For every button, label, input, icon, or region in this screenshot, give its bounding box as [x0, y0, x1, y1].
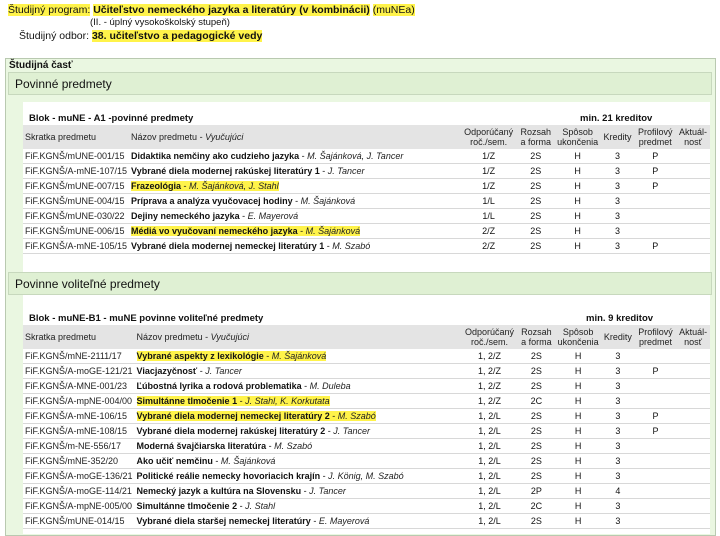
section-elective: Povinne voliteľné predmety [8, 272, 712, 295]
course-teachers: J. Tancer [327, 165, 365, 176]
course-code: FiF.KGNŠ/A-mNE-108/15 [23, 424, 135, 439]
course-name-cell [135, 424, 462, 439]
course-recommended: 1, 2/L [461, 469, 517, 484]
section-mandatory: Povinné predmety [8, 72, 712, 95]
table-row[interactable] [23, 439, 710, 454]
course-name-wrap: Vybrané diela modernej rakúskej literatúry 1 - J. Tancer [131, 165, 365, 176]
course-recommended: 1/L [460, 209, 517, 224]
col-name-label: Názov predmetu [136, 332, 203, 342]
course-code: FiF.KGNŠ/mNE-2111/17 [23, 349, 135, 364]
course-name[interactable]: Vybrané diela modernej nemeckej literatúry 1 [131, 240, 325, 251]
course-code: FiF.KGNŠ/A-moGE-136/21 [23, 469, 135, 484]
course-name[interactable]: Príprava a analýza vyučovacej hodiny [131, 195, 293, 206]
course-name-wrap: Moderná švajčiarska literatúra - M. Szabó [136, 440, 313, 451]
course-credits: 3 [601, 514, 635, 529]
course-scope: 2C [518, 394, 556, 409]
block-title-elective: Blok - muNE-B1 - muNE povinne voliteľné predmety [29, 313, 264, 324]
table-row[interactable] [23, 224, 710, 239]
course-recommended: 2/Z [460, 239, 517, 254]
course-name[interactable]: Simultánne tlmočenie 2 [136, 500, 238, 511]
degree-line: (II. - úplný vysokoškolský stupeň) [90, 17, 230, 28]
table-row[interactable] [23, 239, 710, 254]
course-name-wrap: Vybrané diela modernej rakúskej literatúry 2 - J. Tancer [136, 425, 370, 436]
course-profile: P [634, 149, 676, 164]
table-row[interactable] [23, 484, 710, 499]
col-name: Názov predmetu - Vyučujúci [135, 325, 462, 349]
course-current [676, 239, 710, 254]
course-teachers: J. Tancer [309, 485, 346, 496]
course-name-cell [129, 239, 460, 254]
course-completion: H [555, 394, 601, 409]
course-code: FiF.KGNŠ/A-MNE-001/23 [23, 379, 135, 394]
course-credits: 3 [601, 239, 635, 254]
course-profile [635, 454, 677, 469]
course-profile [635, 349, 677, 364]
table-row[interactable] [23, 499, 710, 514]
course-credits: 3 [601, 209, 635, 224]
course-current [676, 439, 710, 454]
study-part-panel [5, 58, 716, 536]
course-name-cell [129, 224, 460, 239]
course-credits: 3 [601, 179, 635, 194]
program-label: Študijný program: [8, 4, 91, 16]
course-teachers: J. Tancer [333, 425, 370, 436]
course-name-wrap: Ľúbostná lyrika a rodová problematika - M. Duleba [136, 380, 351, 391]
table-row[interactable] [23, 149, 710, 164]
col-recommended: Odporúčaný roč./sem. [461, 325, 517, 349]
col-profile: Profilový predmet [634, 125, 676, 149]
course-code: FiF.KGNŠ/mUNE-006/15 [23, 224, 129, 239]
block-min-mandatory: min. 21 kreditov [580, 113, 653, 124]
course-profile [635, 484, 677, 499]
course-name[interactable]: Vybrané diela modernej nemeckej literatúry 2 [136, 410, 330, 421]
course-current [676, 469, 710, 484]
table-row[interactable] [23, 469, 710, 484]
course-name[interactable]: Vybrané diela staršej nemeckej literatúry [136, 515, 311, 526]
table-row[interactable] [23, 394, 710, 409]
course-completion: H [555, 469, 601, 484]
course-profile [635, 379, 677, 394]
course-credits: 3 [601, 499, 635, 514]
course-recommended: 2/Z [460, 224, 517, 239]
course-current [676, 499, 710, 514]
course-name-wrap: Médiá vo vyučovaní nemeckého jazyka - M. Šajánková [131, 225, 361, 236]
field-label: Študijný odbor: [19, 30, 90, 42]
course-profile [635, 499, 677, 514]
course-current [676, 179, 710, 194]
course-profile [635, 514, 677, 529]
course-credits: 3 [601, 394, 635, 409]
table-row[interactable] [23, 179, 710, 194]
course-scope: 2S [518, 454, 556, 469]
course-completion: H [555, 379, 601, 394]
course-scope: 2S [518, 439, 556, 454]
table-row[interactable] [23, 209, 710, 224]
course-name[interactable]: Vybrané diela modernej rakúskej literatúry 1 [131, 165, 320, 176]
course-name[interactable]: Vybrané aspekty z lexikológie [136, 350, 264, 361]
course-teachers: M. Šajánková [220, 455, 276, 466]
course-name-wrap: Frazeológia - M. Šajánková, J. Stahl [131, 180, 279, 191]
col-scope: Rozsah a forma [517, 125, 555, 149]
course-name[interactable]: Nemecký jazyk a kultúra na Slovensku [136, 485, 302, 496]
course-name-cell [135, 454, 462, 469]
course-name[interactable]: Vybrané diela modernej rakúskej literatúry 2 [136, 425, 326, 436]
course-name-wrap: Simultánne tlmočenie 1 - J. Stahl, K. Korkutata [136, 395, 330, 406]
course-current [676, 394, 710, 409]
course-profile [634, 224, 676, 239]
table-elective [23, 325, 710, 529]
course-completion: H [555, 484, 601, 499]
col-name-label: Názov predmetu [131, 132, 198, 142]
course-name-cell [129, 149, 460, 164]
course-scope: 2S [518, 409, 556, 424]
course-name-cell [135, 484, 462, 499]
course-name[interactable]: Dejiny nemeckého jazyka [131, 210, 240, 221]
course-scope: 2S [517, 164, 555, 179]
block-title-mandatory: Blok - muNE - A1 -povinné predmety [29, 113, 194, 124]
course-completion: H [555, 514, 601, 529]
program-value: Učiteľstvo nemeckého jazyka a literatúry (v kombinácii) [93, 4, 370, 16]
course-current [676, 484, 710, 499]
course-name[interactable]: Frazeológia [131, 180, 182, 191]
course-name-wrap: Politické reálie nemecky hovoriacich krajín - J. König, M. Szabó [136, 470, 404, 481]
course-teachers: M. Šajánková [300, 195, 356, 206]
course-teachers: M. Šajánková [271, 350, 327, 361]
course-completion: H [555, 179, 601, 194]
course-credits: 4 [601, 484, 635, 499]
table-row[interactable] [23, 454, 710, 469]
col-completion: Spôsob ukončenia [555, 125, 601, 149]
table-header [23, 325, 710, 349]
course-credits: 3 [601, 424, 635, 439]
course-completion: H [555, 239, 601, 254]
course-scope: 2S [518, 379, 556, 394]
table-row[interactable] [23, 349, 710, 364]
course-code: FiF.KGNŠ/A-mNE-106/15 [23, 409, 135, 424]
course-code: FiF.KGNŠ/A-mpNE-005/00 [23, 499, 135, 514]
course-name-cell [135, 514, 462, 529]
col-code: Skratka predmetu [23, 325, 135, 349]
course-name-cell [129, 194, 460, 209]
col-completion: Spôsob ukončenia [555, 325, 601, 349]
course-scope: 2S [517, 239, 555, 254]
course-profile: P [634, 164, 676, 179]
course-completion: H [555, 209, 601, 224]
course-name[interactable]: Viacjazyčnosť [136, 365, 198, 376]
course-recommended: 1/Z [460, 164, 517, 179]
course-credits: 3 [601, 194, 635, 209]
course-scope: 2C [518, 499, 556, 514]
course-completion: H [555, 224, 601, 239]
course-teachers: M. Szabó [274, 440, 313, 451]
course-scope: 2S [518, 349, 556, 364]
course-profile [635, 469, 677, 484]
course-completion: H [555, 499, 601, 514]
course-recommended: 1, 2/L [461, 424, 517, 439]
course-completion: H [555, 149, 601, 164]
course-completion: H [555, 424, 601, 439]
course-code: FiF.KGNŠ/mUNE-001/15 [23, 149, 129, 164]
course-scope: 2S [518, 469, 556, 484]
course-current [676, 379, 710, 394]
course-profile [634, 194, 676, 209]
course-name-wrap: Príprava a analýza vyučovacej hodiny - M. Šajánková [131, 195, 356, 206]
course-recommended: 1, 2/L [461, 499, 517, 514]
course-current [676, 514, 710, 529]
course-scope: 2S [518, 424, 556, 439]
course-name-cell [135, 349, 462, 364]
course-teachers: J. Stahl, K. Korkutata [245, 395, 330, 406]
col-credits: Kredity [601, 125, 635, 149]
course-teachers: J. Stahl [245, 500, 276, 511]
block-min-elective: min. 9 kreditov [586, 313, 654, 324]
course-completion: H [555, 409, 601, 424]
course-recommended: 1, 2/L [461, 454, 517, 469]
course-teachers: M. Šajánková, J. Stahl [189, 180, 279, 191]
course-profile [635, 439, 677, 454]
col-profile: Profilový predmet [635, 325, 677, 349]
course-recommended: 1/Z [460, 179, 517, 194]
course-code: FiF.KGNŠ/mUNE-007/15 [23, 179, 129, 194]
course-name-cell [129, 164, 460, 179]
course-credits: 3 [601, 454, 635, 469]
course-credits: 3 [601, 224, 635, 239]
table-row[interactable] [23, 409, 710, 424]
course-name-wrap: Didaktika nemčiny ako cudzieho jazyka - M. Šajánková, J. Tancer [131, 150, 404, 161]
course-name-wrap: Simultánne tlmočenie 2 - J. Stahl [136, 500, 276, 511]
course-completion: H [555, 164, 601, 179]
course-recommended: 1, 2/Z [461, 349, 517, 364]
col-teachers-label: Vyučujúci [205, 132, 244, 142]
course-teachers: E. Mayerová [318, 515, 370, 526]
course-code: FiF.KGNŠ/A-moGE-114/21 [23, 484, 135, 499]
table-row[interactable] [23, 514, 710, 529]
course-scope: 2S [517, 194, 555, 209]
course-completion: H [555, 364, 601, 379]
table-row[interactable] [23, 164, 710, 179]
course-code: FiF.KGNŠ/A-moGE-121/21 [23, 364, 135, 379]
course-recommended: 1, 2/Z [461, 379, 517, 394]
course-current [676, 164, 710, 179]
course-teachers: M. Šajánková, J. Tancer [307, 150, 404, 161]
course-scope: 2S [518, 364, 556, 379]
course-completion: H [555, 454, 601, 469]
course-completion: H [555, 439, 601, 454]
table-mandatory [23, 125, 710, 254]
course-name-wrap: Vybrané aspekty z lexikológie - M. Šajánková [136, 350, 327, 361]
course-name[interactable]: Ako učiť nemčinu [136, 455, 213, 466]
course-name-cell [129, 179, 460, 194]
course-teachers: J. König, M. Szabó [328, 470, 404, 481]
course-name-wrap: Ako učiť nemčinu - M. Šajánková [136, 455, 276, 466]
course-code: FiF.KGNŠ/A-mNE-107/15 [23, 164, 129, 179]
course-scope: 2P [518, 484, 556, 499]
course-scope: 2S [517, 179, 555, 194]
course-current [676, 424, 710, 439]
course-profile [635, 394, 677, 409]
course-name[interactable]: Moderná švajčiarska literatúra [136, 440, 267, 451]
course-current [676, 194, 710, 209]
course-name-wrap: Dejiny nemeckého jazyka - E. Mayerová [131, 210, 299, 221]
col-scope: Rozsah a forma [518, 325, 556, 349]
course-current [676, 349, 710, 364]
course-name-cell [135, 439, 462, 454]
course-recommended: 1, 2/L [461, 409, 517, 424]
col-current: Aktuál-nosť [676, 325, 710, 349]
course-profile: P [635, 424, 677, 439]
course-scope: 2S [517, 209, 555, 224]
col-current: Aktuál-nosť [676, 125, 710, 149]
course-credits: 3 [601, 409, 635, 424]
col-recommended: Odporúčaný roč./sem. [460, 125, 517, 149]
course-current [676, 409, 710, 424]
col-teachers-label: Vyučujúci [210, 332, 249, 342]
field-value: 38. učiteľstvo a pedagogické vedy [91, 30, 263, 42]
course-credits: 3 [601, 349, 635, 364]
course-credits: 3 [601, 439, 635, 454]
course-recommended: 1, 2/L [461, 439, 517, 454]
course-name-wrap: Vybrané diela staršej nemeckej literatúry - E. Mayerová [136, 515, 370, 526]
course-code: FiF.KGNŠ/mNE-352/20 [23, 454, 135, 469]
course-name-cell [135, 409, 462, 424]
course-recommended: 1, 2/Z [461, 394, 517, 409]
course-name-wrap: Viacjazyčnosť - J. Tancer [136, 365, 242, 376]
course-code: FiF.KGNŠ/A-mNE-105/15 [23, 239, 129, 254]
program-code: (muNEa) [372, 4, 415, 16]
course-code: FiF.KGNŠ/mUNE-014/15 [23, 514, 135, 529]
course-code: FiF.KGNŠ/mUNE-030/22 [23, 209, 129, 224]
course-name-cell [135, 379, 462, 394]
col-credits: Kredity [601, 325, 635, 349]
table-row[interactable] [23, 424, 710, 439]
course-credits: 3 [601, 364, 635, 379]
course-recommended: 1, 2/Z [461, 364, 517, 379]
table-header [23, 125, 710, 149]
course-name-wrap: Vybrané diela modernej nemeckej literatúry 1 - M. Szabó [131, 240, 371, 251]
course-profile: P [634, 239, 676, 254]
course-scope: 2S [517, 224, 555, 239]
course-completion: H [555, 349, 601, 364]
course-teachers: J. Tancer [205, 365, 242, 376]
course-name-cell [135, 499, 462, 514]
table-row[interactable] [23, 194, 710, 209]
course-completion: H [555, 194, 601, 209]
course-name-wrap: Nemecký jazyk a kultúra na Slovensku - J. Tancer [136, 485, 346, 496]
course-credits: 3 [601, 164, 635, 179]
course-code: FiF.KGNŠ/mUNE-004/15 [23, 194, 129, 209]
course-scope: 2S [517, 149, 555, 164]
course-teachers: M. Duleba [309, 380, 351, 391]
course-name[interactable]: Ľúbostná lyrika a rodová problematika [136, 380, 302, 391]
course-credits: 3 [601, 379, 635, 394]
course-name[interactable]: Simultánne tlmočenie 1 [136, 395, 238, 406]
course-recommended: 1, 2/L [461, 484, 517, 499]
course-current [676, 224, 710, 239]
course-name-cell [135, 364, 462, 379]
course-profile: P [635, 364, 677, 379]
course-recommended: 1/L [460, 194, 517, 209]
course-current [676, 209, 710, 224]
course-profile: P [634, 179, 676, 194]
course-credits: 3 [601, 469, 635, 484]
table-row[interactable] [23, 364, 710, 379]
col-code: Skratka predmetu [23, 125, 129, 149]
course-recommended: 1/Z [460, 149, 517, 164]
course-name[interactable]: Didaktika nemčiny ako cudzieho jazyka [131, 150, 300, 161]
course-name-cell [135, 469, 462, 484]
course-name-cell [129, 209, 460, 224]
course-scope: 2S [518, 514, 556, 529]
course-name-cell [135, 394, 462, 409]
field-line [19, 30, 262, 43]
panel-title: Študijná časť [9, 60, 73, 71]
course-credits: 3 [601, 149, 635, 164]
course-teachers: M. Szabó [337, 410, 376, 421]
course-profile [634, 209, 676, 224]
course-code: FiF.KGNŠ/A-mpNE-004/00 [23, 394, 135, 409]
course-name-wrap: Vybrané diela modernej nemeckej literatúry 2 - M. Szabó [136, 410, 376, 421]
course-current [676, 149, 710, 164]
course-name[interactable]: Politické reálie nemecky hovoriacich krajín [136, 470, 321, 481]
course-current [676, 454, 710, 469]
course-teachers: M. Szabó [332, 240, 371, 251]
course-teachers: M. Šajánková [305, 225, 361, 236]
course-teachers: E. Mayerová [247, 210, 299, 221]
course-name[interactable]: Médiá vo vyučovaní nemeckého jazyka [131, 225, 298, 236]
course-code: FiF.KGNŠ/m-NE-556/17 [23, 439, 135, 454]
course-profile: P [635, 409, 677, 424]
course-current [676, 364, 710, 379]
col-name: Názov predmetu - Vyučujúci [129, 125, 460, 149]
course-recommended: 1, 2/L [461, 514, 517, 529]
table-row[interactable] [23, 379, 710, 394]
